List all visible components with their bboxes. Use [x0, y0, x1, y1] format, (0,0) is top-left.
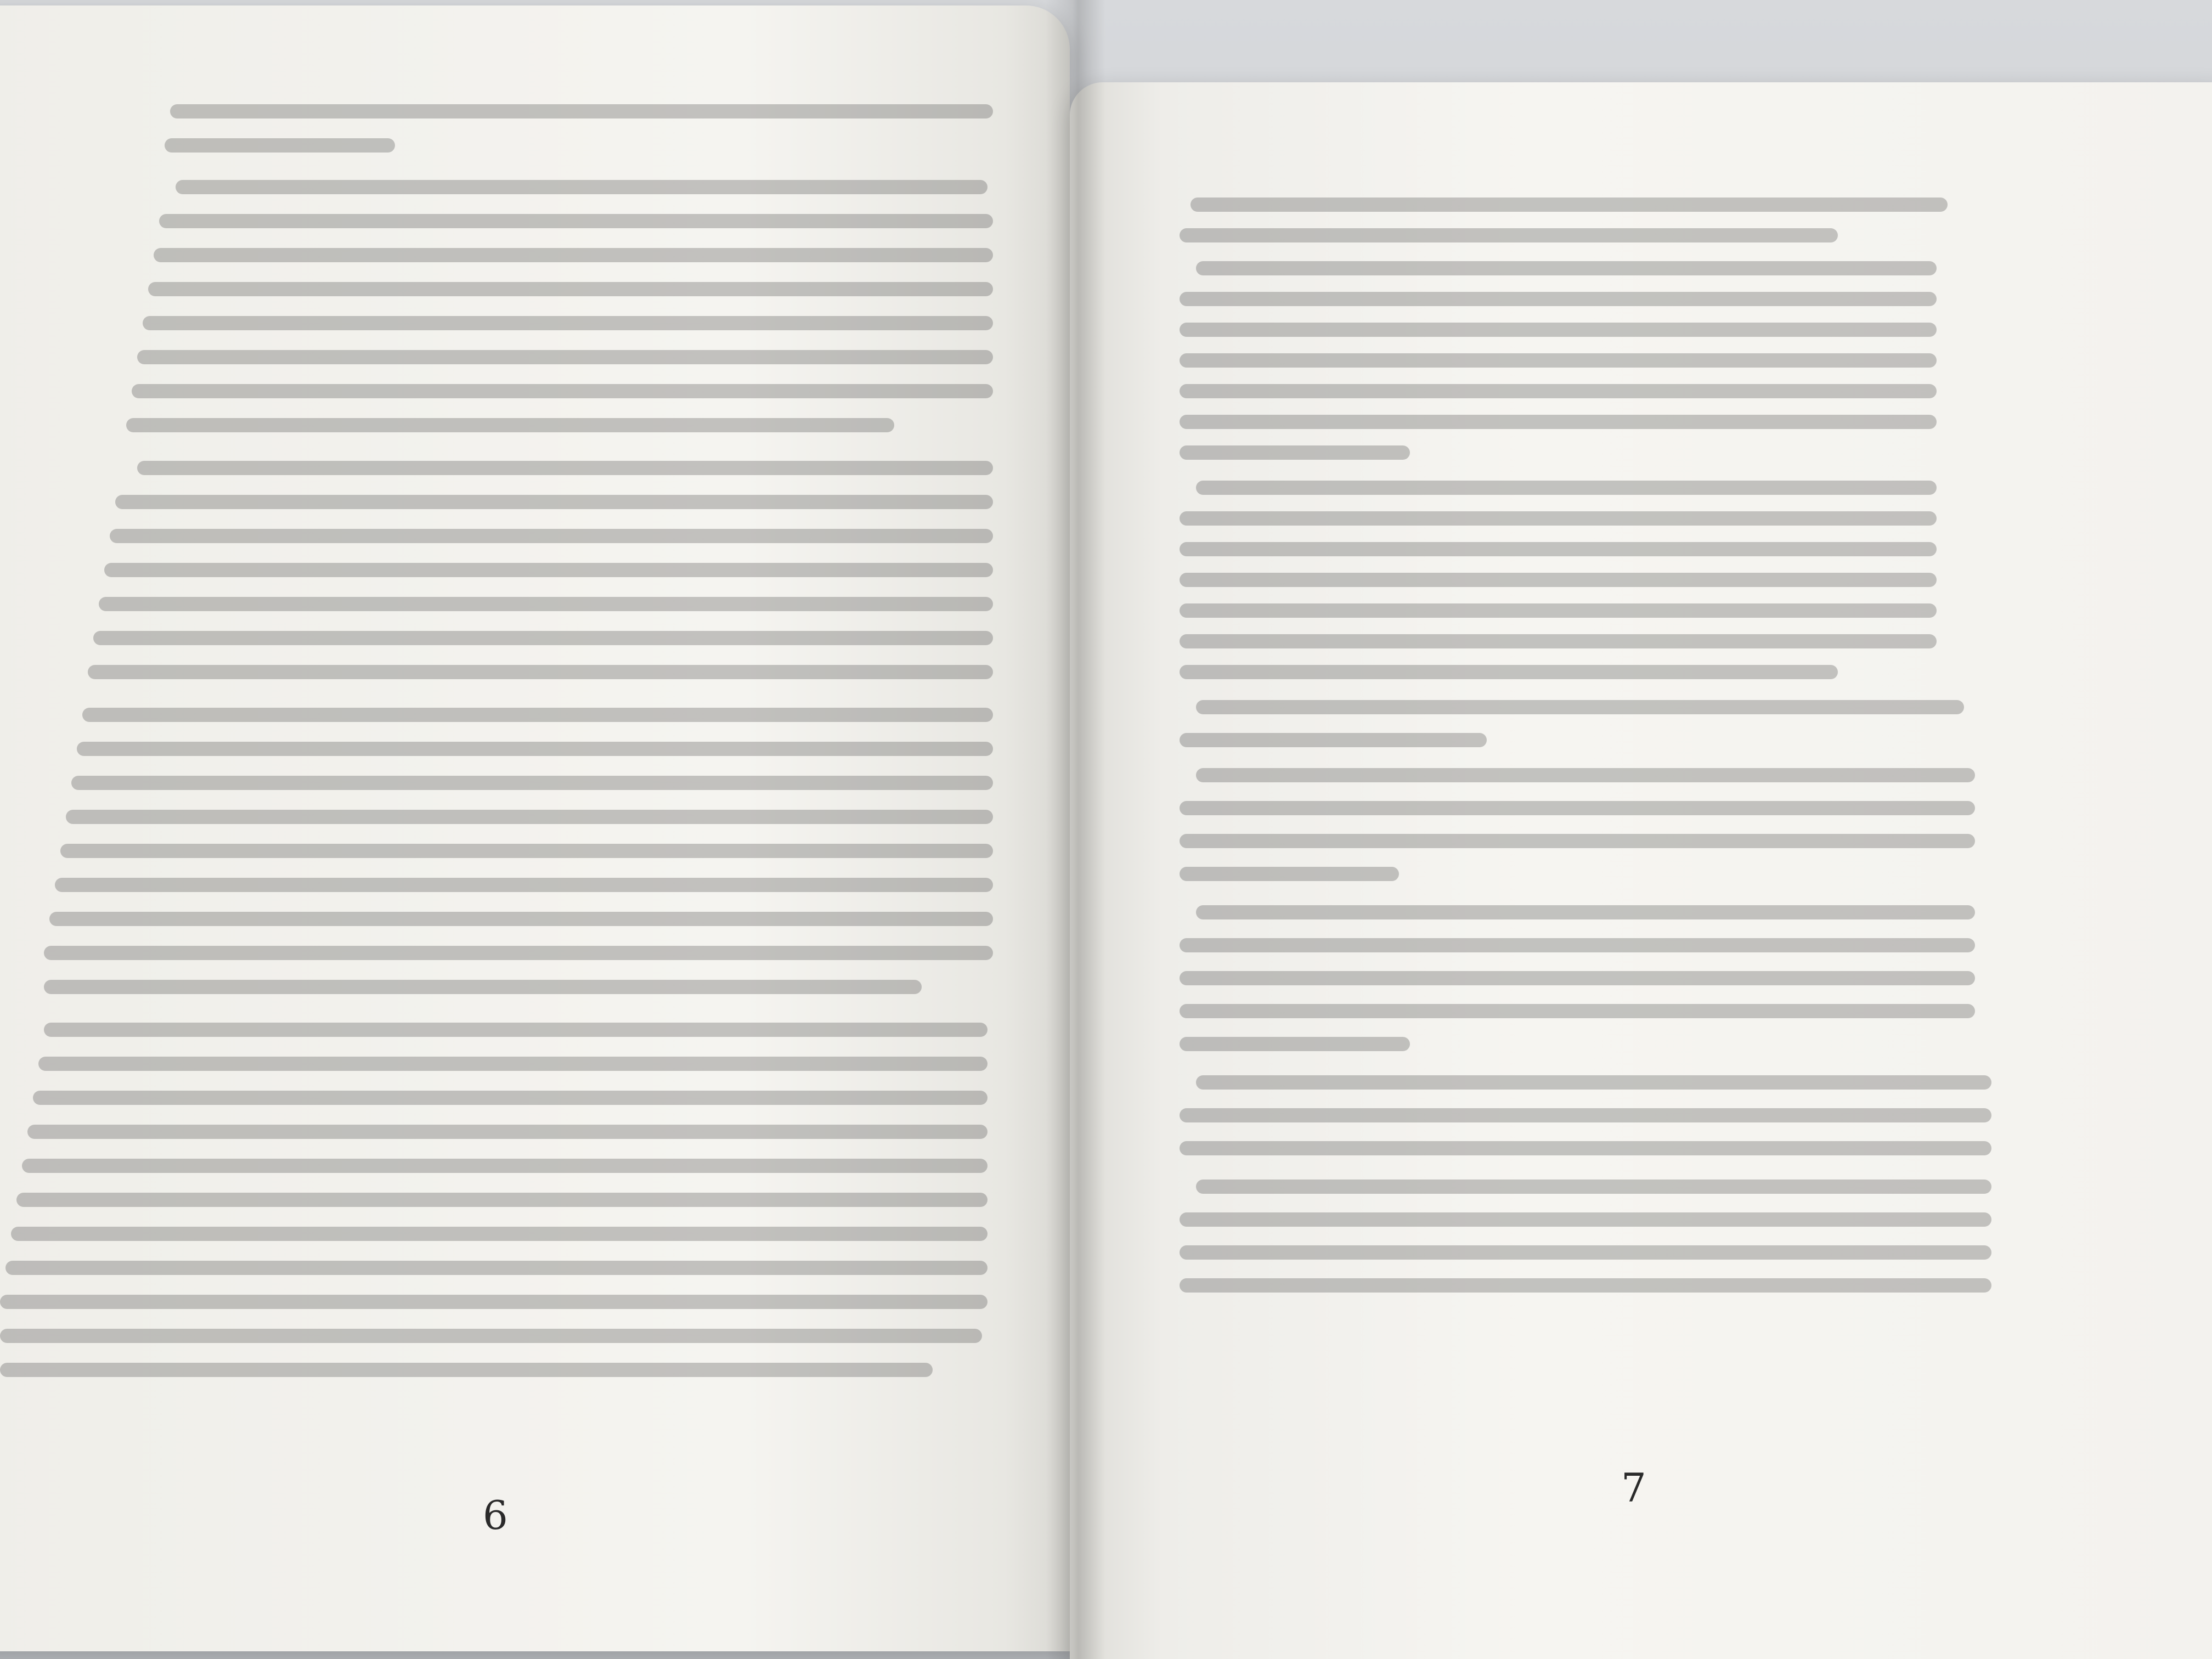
text-line: [82, 708, 993, 722]
book-gutter: [1045, 0, 1105, 1659]
text-line: [170, 104, 993, 119]
text-line: [1196, 1075, 1991, 1090]
text-line: [159, 214, 993, 228]
text-line: [44, 1023, 988, 1037]
text-line: [1196, 700, 1964, 714]
text-line: [1180, 938, 1975, 952]
text-line: [143, 316, 993, 330]
text-line: [137, 461, 993, 475]
text-line: [16, 1193, 988, 1207]
text-line: [27, 1125, 988, 1139]
text-line: [1180, 1212, 1991, 1227]
text-line: [137, 350, 993, 364]
text-line: [44, 980, 922, 994]
text-line: [132, 384, 993, 398]
text-line: [1180, 573, 1937, 587]
text-line: [0, 1363, 933, 1377]
text-line: [1196, 768, 1975, 782]
text-line: [1180, 834, 1975, 848]
right-page-text: [1180, 198, 2079, 1437]
text-line: [1180, 1037, 1410, 1051]
text-line: [1180, 292, 1937, 306]
text-line: [1180, 511, 1937, 526]
text-line: [71, 776, 993, 790]
text-line: [104, 563, 993, 577]
text-line: [77, 742, 993, 756]
text-line: [1180, 1141, 1991, 1155]
text-line: [66, 810, 993, 824]
right-page-number: 7: [1621, 1465, 1646, 1511]
text-line: [55, 878, 993, 892]
left-page-text: [0, 104, 1042, 1454]
text-line: [5, 1261, 988, 1275]
text-line: [1180, 867, 1399, 881]
text-line: [1180, 445, 1410, 460]
text-line: [115, 495, 993, 509]
text-line: [1196, 1180, 1991, 1194]
text-line: [60, 844, 993, 858]
text-line: [0, 1295, 988, 1309]
text-line: [1180, 603, 1937, 618]
text-line: [1196, 481, 1937, 495]
text-line: [1190, 198, 1948, 212]
text-line: [1196, 905, 1975, 919]
text-line: [93, 631, 993, 645]
text-line: [1180, 353, 1937, 368]
text-line: [1180, 1004, 1975, 1018]
text-line: [33, 1091, 988, 1105]
text-line: [1196, 261, 1937, 275]
text-line: [0, 1329, 982, 1343]
text-line: [88, 665, 993, 679]
text-line: [1180, 1108, 1991, 1122]
text-line: [38, 1057, 988, 1071]
text-line: [1180, 634, 1937, 648]
text-line: [110, 529, 993, 543]
text-line: [154, 248, 993, 262]
text-line: [1180, 801, 1975, 815]
text-line: [44, 946, 993, 960]
text-line: [1180, 665, 1838, 679]
text-line: [1180, 1278, 1991, 1293]
text-line: [1180, 323, 1937, 337]
text-line: [176, 180, 988, 194]
text-line: [11, 1227, 988, 1241]
text-line: [22, 1159, 988, 1173]
text-line: [1180, 542, 1937, 556]
text-line: [49, 912, 993, 926]
left-page-number: 6: [483, 1492, 508, 1538]
text-line: [1180, 733, 1487, 747]
text-line: [165, 138, 395, 153]
text-line: [99, 597, 993, 611]
text-line: [126, 418, 894, 432]
text-line: [1180, 1245, 1991, 1260]
text-line: [1180, 971, 1975, 985]
text-line: [1180, 415, 1937, 429]
text-line: [1180, 228, 1838, 242]
text-line: [148, 282, 993, 296]
text-line: [1180, 384, 1937, 398]
